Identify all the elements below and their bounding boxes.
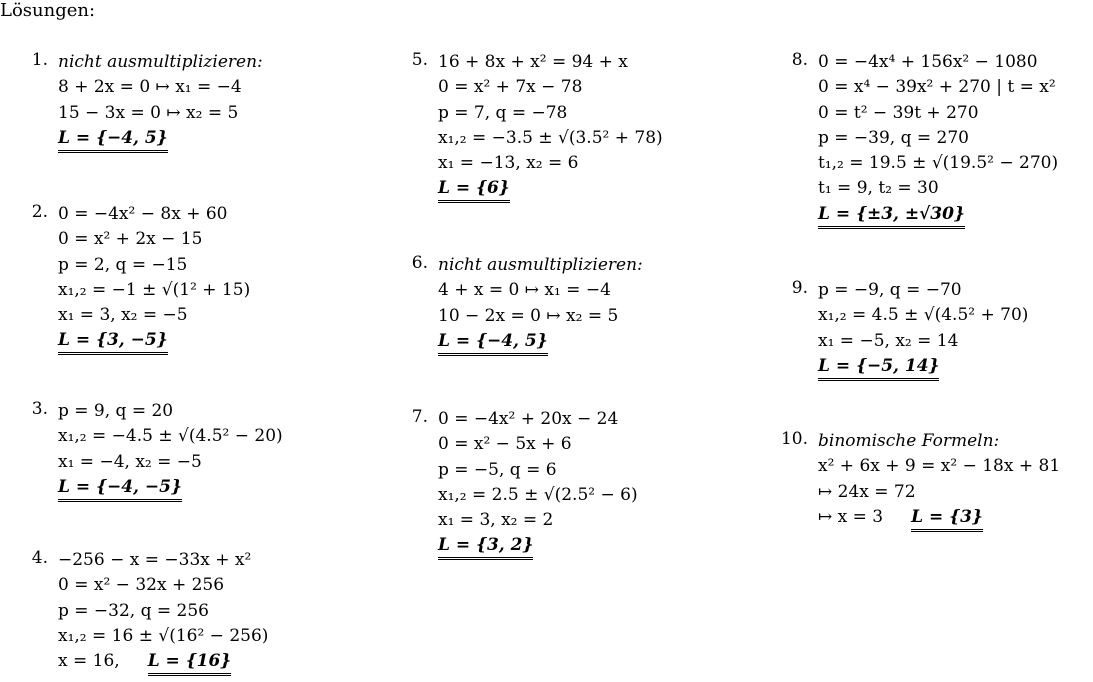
solution-line: −256 − x = −33x + x² xyxy=(58,550,252,570)
solution-line: 0 = x² + 7x − 78 xyxy=(438,77,583,98)
exercise-number: 10. xyxy=(780,429,808,449)
solution-line: 0 = x² − 32x + 256 xyxy=(58,575,225,596)
solution-line: p = 7, q = −78 xyxy=(438,102,568,123)
solution-line: p = −5, q = 6 xyxy=(438,459,557,480)
solution-result: L = {3, −5} xyxy=(58,329,168,355)
solution-line: 10 − 2x = 0 ↦ x₂ = 5 xyxy=(438,305,619,326)
solution-line: 0 = −4x² − 8x + 60 xyxy=(58,204,228,224)
solution-line: p = 2, q = −15 xyxy=(58,254,188,275)
solution-line: 0 = x² + 2x − 15 xyxy=(58,229,203,250)
solution-line: 8 + 2x = 0 ↦ x₁ = −4 xyxy=(58,77,242,98)
solution-result: L = {−4, 5} xyxy=(438,330,548,356)
exercise-number: 1. xyxy=(31,50,48,70)
solution-line: 15 − 3x = 0 ↦ x₂ = 5 xyxy=(58,102,239,123)
solution-line: x₁,₂ = −4.5 ± √(4.5² − 20) xyxy=(58,426,283,447)
solution-prefix: ↦ x = 3 xyxy=(818,506,884,527)
page-heading: Lösungen: xyxy=(0,0,96,21)
solution-line: 0 = −4x⁴ + 156x² − 1080 xyxy=(818,52,1038,72)
solution-line: 0 = t² − 39t + 270 xyxy=(818,102,979,123)
solution-line: x₁ = 3, x₂ = 2 xyxy=(438,510,554,531)
solution-line: nicht ausmultiplizieren: xyxy=(58,52,263,72)
solution-result: L = {3, 2} xyxy=(438,534,533,560)
solution-line: 16 + 8x + x² = 94 + x xyxy=(438,52,628,72)
solution-line: ↦ 24x = 72 xyxy=(818,481,916,502)
solution-line: 0 = −4x² + 20x − 24 xyxy=(438,409,619,429)
exercise-number: 5. xyxy=(411,50,428,70)
solution-result: L = {6} xyxy=(438,177,510,203)
exercise-number: 3. xyxy=(31,399,48,419)
exercise-number: 9. xyxy=(791,278,808,298)
solution-line: p = −32, q = 256 xyxy=(58,600,209,621)
exercise-number: 8. xyxy=(791,50,808,70)
exercise-number: 6. xyxy=(411,253,428,273)
solution-line: t₁,₂ = 19.5 ± √(19.5² − 270) xyxy=(818,153,1059,174)
solution-line: x₁,₂ = 16 ± √(16² − 256) xyxy=(58,625,269,646)
solution-line: x₁,₂ = −1 ± √(1² + 15) xyxy=(58,279,251,300)
solution-line: 4 + x = 0 ↦ x₁ = −4 xyxy=(438,280,611,301)
solution-line: x₁ = −4, x₂ = −5 xyxy=(58,451,202,472)
solution-prefix: x = 16, xyxy=(58,651,120,672)
solution-line: t₁ = 9, t₂ = 30 xyxy=(818,178,939,199)
solution-line: x₁ = −5, x₂ = 14 xyxy=(818,330,959,351)
solution-line: nicht ausmultiplizieren: xyxy=(438,255,643,275)
solution-line: x₁,₂ = 2.5 ± √(2.5² − 6) xyxy=(438,484,638,505)
solution-line: binomische Formeln: xyxy=(818,431,1000,451)
solution-line: p = −39, q = 270 xyxy=(818,127,969,148)
solution-line: x₁,₂ = 4.5 ± √(4.5² + 70) xyxy=(818,305,1029,326)
exercise-number: 7. xyxy=(411,407,428,427)
solution-line: 0 = x⁴ − 39x² + 270 | t = x² xyxy=(818,77,1056,98)
solution-line: x₁ = 3, x₂ = −5 xyxy=(58,305,188,326)
exercise-number: 2. xyxy=(31,202,48,222)
solution-line: x₁,₂ = −3.5 ± √(3.5² + 78) xyxy=(438,127,663,148)
solution-line: 0 = x² − 5x + 6 xyxy=(438,434,572,455)
solution-line: p = −9, q = −70 xyxy=(818,280,962,300)
solution-result: L = {3} xyxy=(911,506,983,532)
solution-result: L = {−4, −5} xyxy=(58,476,182,502)
solution-line: x² + 6x + 9 = x² − 18x + 81 xyxy=(818,456,1061,477)
solution-result: L = {±3, ±√30} xyxy=(818,203,965,229)
solution-line: p = 9, q = 20 xyxy=(58,401,174,421)
solution-result: L = {−5, 14} xyxy=(818,355,939,381)
solution-result: L = {16} xyxy=(148,650,232,676)
solution-line: x₁ = −13, x₂ = 6 xyxy=(438,153,579,174)
solution-result: L = {−4, 5} xyxy=(58,127,168,153)
exercise-number: 4. xyxy=(31,548,48,568)
